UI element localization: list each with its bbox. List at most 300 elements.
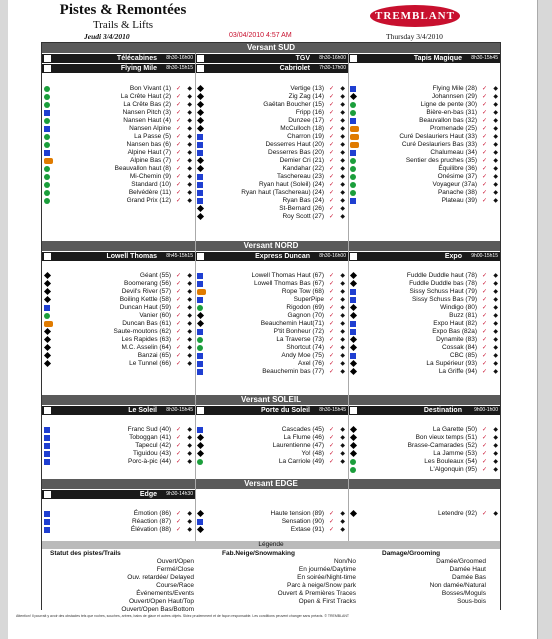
trail-row (348, 450, 501, 458)
open-check-icon: ✓ (481, 337, 487, 343)
trail-name: Zig Zag (14) (288, 93, 324, 100)
open-check-icon: ✓ (328, 102, 334, 108)
open-check-icon: ✓ (175, 511, 181, 517)
trail-name: La Carriole (49) (278, 458, 324, 465)
trail-name: Onésime (37) (437, 173, 477, 180)
open-check-icon: ✓ (481, 305, 487, 311)
black-difficulty-icon (350, 426, 357, 433)
open-check-icon: ✓ (328, 289, 334, 295)
grooming-icon: ◆ (340, 118, 345, 124)
trail-name: Flying Mile (28) (432, 85, 477, 92)
section-sud: Versant SUD (42, 43, 500, 53)
open-check-icon: ✓ (481, 126, 487, 132)
trail-name: Beauchemin bas (77) (262, 368, 324, 375)
orange-difficulty-icon (44, 321, 53, 327)
black-difficulty-icon (197, 510, 204, 517)
trail-column-edge_c3 (348, 510, 501, 518)
blue-difficulty-icon (44, 305, 50, 311)
orange-difficulty-icon (44, 158, 53, 164)
trail-name: La Traverse (73) (276, 336, 324, 343)
green-difficulty-icon (44, 174, 50, 180)
blue-difficulty-icon (44, 519, 50, 525)
open-check-icon: ✓ (175, 305, 181, 311)
trail-name: Curé Deslauriers Haut (33) (399, 133, 477, 140)
open-check-icon: ✓ (328, 158, 334, 164)
open-check-icon: ✓ (481, 297, 487, 303)
trail-row (195, 197, 348, 205)
lift-name: Tapis Magique (413, 55, 462, 62)
lift-hours: 8h30-15h45 (471, 55, 498, 61)
grooming-icon: ◆ (187, 174, 192, 180)
trail-row (195, 149, 348, 157)
trail-row (348, 344, 501, 352)
grooming-icon: ◆ (187, 289, 192, 295)
blue-difficulty-icon (44, 435, 50, 441)
open-check-icon: ✓ (175, 451, 181, 457)
green-difficulty-icon (44, 166, 50, 172)
grooming-icon: ◆ (340, 142, 345, 148)
trail-row (42, 328, 195, 336)
blue-difficulty-icon (197, 361, 203, 367)
trail-name: Laurentienne (47) (272, 442, 324, 449)
blue-difficulty-icon (44, 459, 50, 465)
trail-name: Desserres Haut (20) (265, 141, 324, 148)
trail-name: Bière-en-bas (31) (426, 109, 477, 116)
trail-row (42, 526, 195, 534)
trail-name: Andy Moe (75) (281, 352, 324, 359)
open-check-icon: ✓ (328, 353, 334, 359)
open-check-icon: ✓ (328, 427, 334, 433)
trail-name: Kandahar (22) (282, 165, 324, 172)
lift-sud-0 (42, 54, 195, 63)
open-check-icon: ✓ (328, 273, 334, 279)
green-difficulty-icon (350, 166, 356, 172)
trail-name: Rigodon (69) (286, 304, 324, 311)
black-difficulty-icon (350, 280, 357, 287)
orange-difficulty-icon (350, 142, 359, 148)
lift-icon (197, 407, 204, 414)
open-check-icon: ✓ (481, 158, 487, 164)
open-check-icon: ✓ (175, 337, 181, 343)
trail-name: Bon vieux temps (51) (415, 434, 477, 441)
blue-difficulty-icon (197, 519, 203, 525)
trail-name: Nansen Pitch (3) (122, 109, 171, 116)
trail-name: Ligne de pente (30) (420, 101, 477, 108)
grooming-icon: ◆ (493, 158, 498, 164)
lift-hours: 8h45-15h15 (166, 253, 193, 259)
open-check-icon: ✓ (175, 102, 181, 108)
grooming-icon: ◆ (493, 126, 498, 132)
trail-name: Expo Bas (82a) (432, 328, 477, 335)
grooming-icon: ◆ (187, 110, 192, 116)
black-difficulty-icon (350, 336, 357, 343)
blue-difficulty-icon (350, 329, 356, 335)
trail-row (348, 312, 501, 320)
lift-name: Express Duncan (255, 253, 310, 260)
trail-row (42, 165, 195, 173)
black-difficulty-icon (197, 320, 204, 327)
lift-name: Lowell Thomas (106, 253, 157, 260)
trail-row (195, 344, 348, 352)
lift-name: Expo (444, 253, 462, 260)
trail-name: Gaëtan Boucher (15) (263, 101, 324, 108)
trail-name: Grand Prix (12) (126, 197, 171, 204)
trail-row (195, 304, 348, 312)
trail-row (348, 352, 501, 360)
blue-difficulty-icon (350, 297, 356, 303)
trail-name: Plateau (39) (441, 197, 477, 204)
trail-row (195, 213, 348, 221)
open-check-icon: ✓ (175, 519, 181, 525)
trail-name: Promenade (25) (430, 125, 477, 132)
grooming-icon: ◆ (340, 182, 345, 188)
blue-difficulty-icon (350, 289, 356, 295)
trail-name: Fripp (16) (295, 109, 324, 116)
grooming-icon: ◆ (187, 451, 192, 457)
grooming-icon: ◆ (340, 443, 345, 449)
black-difficulty-icon (350, 368, 357, 375)
trail-row (42, 296, 195, 304)
grooming-icon: ◆ (340, 273, 345, 279)
trail-name: Les Rapides (63) (121, 336, 171, 343)
grooming-icon: ◆ (493, 110, 498, 116)
trail-name: La Passe (5) (134, 133, 171, 140)
trail-name: La Crête Haut (2) (120, 93, 171, 100)
grooming-icon: ◆ (493, 273, 498, 279)
open-check-icon: ✓ (481, 102, 487, 108)
open-check-icon: ✓ (481, 273, 487, 279)
grooming-icon: ◆ (340, 214, 345, 220)
trail-row (195, 101, 348, 109)
trail-name: Les Bouleaux (54) (424, 458, 477, 465)
black-difficulty-icon (197, 157, 204, 164)
open-check-icon: ✓ (328, 94, 334, 100)
trail-name: La Jamme (53) (433, 450, 477, 457)
black-difficulty-icon (44, 280, 51, 287)
lift-soleil-1 (195, 406, 348, 415)
open-check-icon: ✓ (481, 182, 487, 188)
trail-name: Porc-à-pic (44) (128, 458, 171, 465)
open-check-icon: ✓ (175, 273, 181, 279)
trail-row (348, 133, 501, 141)
open-check-icon: ✓ (481, 150, 487, 156)
black-difficulty-icon (350, 304, 357, 311)
trail-row (195, 85, 348, 93)
green-difficulty-icon (350, 158, 356, 164)
trail-name: Boomerang (56) (124, 280, 171, 287)
open-check-icon: ✓ (175, 459, 181, 465)
trail-row (42, 272, 195, 280)
trail-row (195, 458, 348, 466)
lift-icon (44, 407, 51, 414)
trail-name: La Supérieur (93) (426, 360, 477, 367)
lift-soleil-2 (348, 406, 500, 415)
legend-item: Open & First Tracks (298, 598, 356, 605)
grooming-icon: ◆ (340, 126, 345, 132)
trail-row (195, 360, 348, 368)
blue-difficulty-icon (197, 273, 203, 279)
trail-name: Banzai (65) (137, 352, 171, 359)
blue-difficulty-icon (197, 150, 203, 156)
trail-column-soleil_c2 (195, 426, 348, 466)
trail-column-nord_c2 (195, 272, 348, 376)
trail-row (348, 101, 501, 109)
page-subtitle: Trails & Lifts (92, 19, 154, 31)
grooming-icon: ◆ (340, 102, 345, 108)
trail-row (348, 434, 501, 442)
trail-row (195, 328, 348, 336)
trail-name: Voyageur (37a) (432, 181, 477, 188)
legend-item: Course/Race (156, 582, 194, 589)
trail-name: Letendre (92) (437, 510, 477, 517)
open-check-icon: ✓ (481, 94, 487, 100)
trail-name: La Garette (50) (432, 426, 477, 433)
trail-name: McCulloch (18) (280, 125, 324, 132)
trail-row (348, 510, 501, 518)
blue-difficulty-icon (350, 353, 356, 359)
lift-icon (350, 55, 357, 62)
trail-row (348, 109, 501, 117)
lift-sud-3 (42, 64, 195, 73)
trail-row (195, 434, 348, 442)
legend-item: Ouvert & Premières Traces (277, 590, 356, 597)
trail-column-sud_c1 (42, 85, 195, 205)
open-check-icon: ✓ (175, 86, 181, 92)
trail-row (42, 312, 195, 320)
trail-name: Chalumeau (34) (430, 149, 477, 156)
trail-row (42, 510, 195, 518)
grooming-icon: ◆ (340, 158, 345, 164)
trail-name: Réaction (87) (131, 518, 171, 525)
trail-name: SuperPipe (293, 296, 324, 303)
green-difficulty-icon (44, 86, 50, 92)
grooming-icon: ◆ (340, 110, 345, 116)
black-difficulty-icon (44, 328, 51, 335)
trail-name: Charron (19) (287, 133, 324, 140)
blue-difficulty-icon (44, 150, 50, 156)
open-check-icon: ✓ (175, 166, 181, 172)
black-difficulty-icon (350, 510, 357, 517)
trail-row (348, 141, 501, 149)
trail-row (42, 109, 195, 117)
trail-name: Nansen bas (6) (126, 141, 171, 148)
open-check-icon: ✓ (481, 459, 487, 465)
grooming-icon: ◆ (187, 102, 192, 108)
trail-name: Ryan haut (Taschereau) (24) (241, 189, 324, 196)
lift-sud-4 (195, 64, 348, 73)
black-difficulty-icon (197, 165, 204, 172)
black-difficulty-icon (44, 344, 51, 351)
open-check-icon: ✓ (328, 174, 334, 180)
open-check-icon: ✓ (481, 321, 487, 327)
grooming-icon: ◆ (187, 126, 192, 132)
open-check-icon: ✓ (175, 427, 181, 433)
trail-row (195, 181, 348, 189)
grooming-icon: ◆ (493, 443, 498, 449)
grooming-icon: ◆ (493, 467, 498, 473)
trail-name: Shortcut (74) (286, 344, 324, 351)
black-difficulty-icon (44, 272, 51, 279)
legend (42, 541, 500, 611)
trail-name: Toboggan (41) (129, 434, 171, 441)
trail-row (195, 288, 348, 296)
orange-difficulty-icon (197, 289, 206, 295)
grooming-icon: ◆ (187, 142, 192, 148)
black-difficulty-icon (350, 434, 357, 441)
lift-icon (197, 55, 204, 62)
black-difficulty-icon (44, 288, 51, 295)
section-edge: Versant EDGE (42, 479, 500, 489)
open-check-icon: ✓ (328, 118, 334, 124)
lift-nord-0 (42, 252, 195, 261)
black-difficulty-icon (44, 336, 51, 343)
green-difficulty-icon (44, 142, 50, 148)
trail-column-nord_c1 (42, 272, 195, 368)
trail-row (42, 426, 195, 434)
blue-difficulty-icon (350, 86, 356, 92)
black-difficulty-icon (197, 93, 204, 100)
date-fr: Jeudi 3/4/2010 (84, 32, 130, 41)
grooming-icon: ◆ (493, 459, 498, 465)
trail-name: Extase (91) (290, 526, 324, 533)
blue-difficulty-icon (197, 182, 203, 188)
legend-col-1 (50, 558, 210, 614)
trail-name: Géant (55) (139, 272, 171, 279)
trail-name: Windigo (80) (440, 304, 477, 311)
legend-item: Événements/Events (136, 590, 194, 597)
trail-name: Émotion (86) (133, 510, 171, 517)
trail-row (195, 526, 348, 534)
trail-column-nord_c3 (348, 272, 501, 376)
grooming-icon: ◆ (493, 511, 498, 517)
lift-soleil-0 (42, 406, 195, 415)
trail-name: Yo! (48) (301, 450, 324, 457)
black-difficulty-icon (350, 442, 357, 449)
trail-row (195, 117, 348, 125)
green-difficulty-icon (197, 337, 203, 343)
trail-name: Expo Haut (82) (433, 320, 477, 327)
lift-name: Porte du Soleil (260, 407, 310, 414)
open-check-icon: ✓ (481, 345, 487, 351)
trail-name: Johannsen (29) (431, 93, 477, 100)
blue-difficulty-icon (44, 427, 50, 433)
grooming-icon: ◆ (340, 345, 345, 351)
trail-row (195, 368, 348, 376)
trail-row (42, 344, 195, 352)
open-check-icon: ✓ (328, 321, 334, 327)
open-check-icon: ✓ (481, 289, 487, 295)
trail-row (42, 288, 195, 296)
blue-difficulty-icon (197, 142, 203, 148)
trail-column-edge_c2 (195, 510, 348, 534)
trail-name: M.C. Asselin (64) (121, 344, 171, 351)
grooming-icon: ◆ (340, 459, 345, 465)
open-check-icon: ✓ (175, 345, 181, 351)
open-check-icon: ✓ (328, 166, 334, 172)
green-difficulty-icon (197, 459, 203, 465)
lift-hours: 9h00-1h00 (474, 407, 498, 413)
green-difficulty-icon (44, 198, 50, 204)
trail-name: Axel (76) (297, 360, 324, 367)
trail-name: Sissy Schuss Haut (79) (409, 288, 477, 295)
green-difficulty-icon (44, 94, 50, 100)
trail-name: P'tit Bonheur (72) (273, 328, 324, 335)
trail-name: Ryan haut (Soleil) (24) (258, 181, 324, 188)
trail-board (41, 42, 501, 613)
trail-name: La Crête Bas (2) (123, 101, 171, 108)
trail-row (42, 352, 195, 360)
legend-item: En journée/Daytime (298, 566, 356, 573)
lift-name: Télécabines (116, 55, 157, 62)
open-check-icon: ✓ (481, 443, 487, 449)
trail-row (195, 442, 348, 450)
trail-report-page (8, 0, 538, 639)
trail-row (195, 312, 348, 320)
green-difficulty-icon (350, 102, 356, 108)
blue-difficulty-icon (44, 527, 50, 533)
trail-name: Rope Tow (68) (281, 288, 324, 295)
black-difficulty-icon (350, 450, 357, 457)
trail-name: Tapecul (42) (135, 442, 171, 449)
grooming-icon: ◆ (187, 182, 192, 188)
open-check-icon: ✓ (175, 198, 181, 204)
trail-row (195, 352, 348, 360)
open-check-icon: ✓ (481, 198, 487, 204)
lift-name: Le Soleil (128, 407, 157, 414)
open-check-icon: ✓ (481, 369, 487, 375)
blue-difficulty-icon (197, 427, 203, 433)
trail-row (195, 173, 348, 181)
section-nord: Versant NORD (42, 241, 500, 251)
trail-name: Cascades (45) (281, 426, 324, 433)
legend-h2: Fab.Neige/Snowmaking (222, 550, 295, 557)
trail-name: Boiling Kettle (58) (119, 296, 171, 303)
legend-item: Parc à neige/Snow park (286, 582, 356, 589)
legend-col-3 (382, 558, 502, 606)
trail-row (42, 85, 195, 93)
open-check-icon: ✓ (481, 118, 487, 124)
grooming-icon: ◆ (493, 337, 498, 343)
legend-item: Ouv. retardée/ Delayed (127, 574, 194, 581)
black-difficulty-icon (197, 109, 204, 116)
footer-disclaimer: Attention! Il pourrait y avoir des obstacles tels que roches, souches, arbres, bains de glace et autres objets. Skiez prudemment et de façon responsable. Les conditions peuvent changer sans préavis. © TREMBLANT (16, 614, 350, 618)
column-divider (195, 53, 196, 541)
legend-item: Ouvert/Open (156, 558, 194, 565)
grooming-icon: ◆ (340, 206, 345, 212)
trail-name: Cossak (84) (441, 344, 477, 351)
legend-item: Damée Haut (449, 566, 486, 573)
open-check-icon: ✓ (328, 345, 334, 351)
trail-row (42, 125, 195, 133)
lift-icon (44, 55, 51, 62)
grooming-icon: ◆ (187, 511, 192, 517)
trail-row (348, 336, 501, 344)
trail-name: Ryan Bas (24) (282, 197, 324, 204)
trail-row (195, 280, 348, 288)
lift-icon (350, 253, 357, 260)
grooming-icon: ◆ (493, 150, 498, 156)
open-check-icon: ✓ (328, 182, 334, 188)
green-difficulty-icon (350, 467, 356, 473)
grooming-icon: ◆ (493, 190, 498, 196)
grooming-icon: ◆ (493, 353, 498, 359)
dates-row (8, 32, 537, 42)
open-check-icon: ✓ (175, 435, 181, 441)
lift-icon (197, 65, 204, 72)
grooming-icon: ◆ (493, 94, 498, 100)
trail-name: Tiguidou (43) (132, 450, 171, 457)
trail-row (42, 173, 195, 181)
